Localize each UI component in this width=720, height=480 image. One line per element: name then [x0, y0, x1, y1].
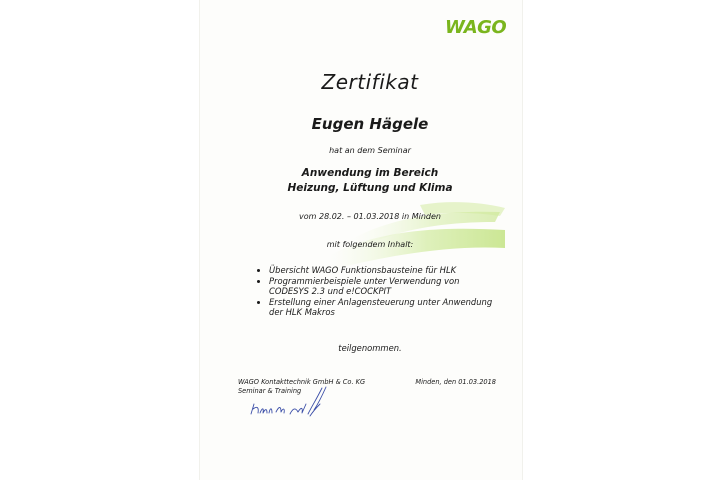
signature-graphic	[248, 386, 338, 422]
closing-text: teilgenommen.	[338, 343, 402, 353]
certificate-title: Zertifikat	[321, 70, 419, 94]
seminar-title	[280, 166, 460, 196]
seminar-title-line2: Heizung, Lüftung und Klima	[287, 182, 453, 194]
svg-text:WAGO: WAGO	[445, 17, 507, 36]
topic-item: Erstellung einer Anlagensteuerung unter Anwendung der HLK Makros	[255, 297, 515, 318]
topic-item: Übersicht WAGO Funktionsbausteine für HLK	[255, 265, 515, 276]
issuer-company: WAGO Kontakttechnik GmbH & Co. KG	[238, 378, 366, 386]
issuer-department: Seminar & Training	[238, 387, 302, 395]
topic-list	[255, 265, 515, 318]
intro-text: hat an dem Seminar	[329, 146, 411, 155]
wago-logo	[445, 16, 517, 36]
topic-item: Programmierbeispiele unter Verwendung von CODESYS 2.3 und e!COCKPIT	[255, 276, 515, 297]
recipient-name: Eugen Hägele	[311, 115, 429, 133]
date-line: vom 28.02. – 01.03.2018 in Minden	[299, 212, 441, 221]
seminar-title-line1: Anwendung im Bereich	[301, 167, 439, 179]
content-intro: mit folgendem Inhalt:	[326, 240, 414, 249]
place-date: Minden, den 01.03.2018	[415, 378, 496, 386]
